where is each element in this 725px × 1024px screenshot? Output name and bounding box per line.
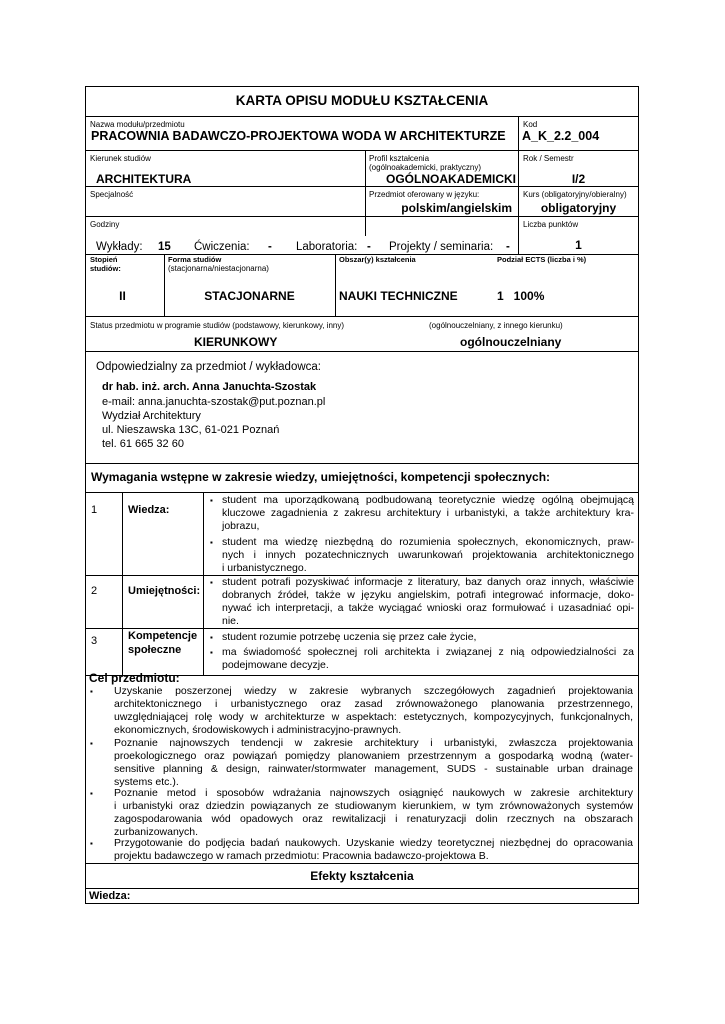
divider xyxy=(85,186,639,187)
req-name: Wiedza: xyxy=(128,504,170,516)
text-line: student ma uporządkowaną podbudowaną teoretycznie wiedzę ogólną obejmującą xyxy=(222,494,634,506)
lab-value: - xyxy=(367,241,371,253)
document-title: KARTA OPISU MODUŁU KSZTAŁCENIA xyxy=(235,93,489,108)
text-line: i urbanistyki oraz dziedzin powiązanych ze studiowanym kierunkiem, w tym zrównoważonych systemów xyxy=(114,800,633,812)
text-line: Uzyskanie poszerzonej wiedzy w zakresie wybranych szczegółowych zagadnień projektowania xyxy=(114,685,633,697)
status-label: Status przedmiotu w programie studiów (podstawowy, kierunkowy, inny) xyxy=(90,321,345,330)
form-value: STACJONARNE xyxy=(204,289,295,303)
text-line: podejmowane decyzje. xyxy=(222,659,329,671)
divider xyxy=(203,492,204,676)
responsible-address: ul. Nieszawska 13C, 61-021 Poznań xyxy=(102,424,280,436)
req-name: społeczne xyxy=(128,644,182,656)
text-line: zurbanizowanych. xyxy=(114,826,199,838)
projects-value: - xyxy=(506,241,510,253)
effects-knowledge-label: Wiedza: xyxy=(89,890,131,902)
req-bullet xyxy=(210,576,634,628)
ects-value: 1 100% xyxy=(497,289,545,303)
text-line: proekologicznego oraz powiązań pomiędzy planowaniem przestrzennym a gospodarką wodną (water- xyxy=(114,750,633,762)
profile-sublabel: (ogólnoakademicki, praktyczny) xyxy=(369,163,482,172)
lectures-label: Wykłady: xyxy=(96,241,143,253)
text-line: Poznanie metod i sposobów wdrażania najnowszych osiągnięć naukowych w zakresie architektury xyxy=(114,787,633,799)
direction-label: Kierunek studiów xyxy=(90,154,151,163)
bullet-icon: ▪ xyxy=(210,496,213,505)
text-line: sensitive planning & design, rainwater/stormwater management, SUDS - sustainable urban drainage xyxy=(114,763,633,775)
text-line: architektonicznego i urbanistycznego oraz zasad zrównoważonego planowania przestrzennego, xyxy=(114,698,633,710)
text-line: Poznanie najnowszych tendencji w zakresie architektury i urbanistyki, zwłaszcza projektowania xyxy=(114,737,633,749)
divider xyxy=(365,150,366,236)
bullet-icon: ▪ xyxy=(90,687,93,696)
divider xyxy=(85,463,639,464)
bullet-icon: ▪ xyxy=(90,839,93,848)
req-bullet xyxy=(210,536,634,575)
divider xyxy=(518,116,519,150)
projects-label: Projekty / seminaria: xyxy=(389,241,494,253)
divider xyxy=(164,254,165,316)
effects-heading: Efekty kształcenia xyxy=(310,869,414,883)
year-value: I/2 xyxy=(571,172,586,186)
goal-bullet xyxy=(90,787,633,839)
year-label: Rok / Semestr xyxy=(523,154,574,163)
responsible-name: dr hab. inż. arch. Anna Januchta-Szostak xyxy=(102,381,317,393)
lectures-value: 15 xyxy=(158,241,171,253)
bullet-icon: ▪ xyxy=(210,538,213,547)
text-line: student ma wiedzę niezbędną do rozumienia społecznych, ekonomicznych, praw- xyxy=(222,536,634,548)
points-value: 1 xyxy=(575,238,582,252)
text-line: ma świadomość społecznej roli architekta i związanej z nią odpowiedzialności za xyxy=(222,646,634,658)
degree-value: II xyxy=(119,289,126,303)
text-line: zagospodarowania wód opadowych oraz rewitalizacji i renaturyzacji dolin rzecznych na obszarach xyxy=(114,813,633,825)
divider xyxy=(85,150,639,151)
degree-label: Stopień studiów: xyxy=(90,255,121,273)
text-line: projektu badawczego w ramach przedmiotu: Pracownia badawczo-projektowa B. xyxy=(114,850,489,862)
req-num: 1 xyxy=(91,504,98,516)
points-label: Liczba punktów xyxy=(523,220,579,229)
divider xyxy=(122,492,123,676)
specialty-label: Specjalność xyxy=(90,190,134,199)
text-line: nych i innych pozatechnicznych uwarunkowań projektowania architektonicznego xyxy=(222,549,634,561)
course-label: Kurs (obligatoryjny/obieralny) xyxy=(523,190,627,199)
text-line: uwzględniającej rolę wody w architekturze w aspektach: estetycznych, kompozycyjnych, funkcjonalnych, xyxy=(114,711,633,723)
bullet-icon: ▪ xyxy=(90,789,93,798)
area-value: NAUKI TECHNICZNE xyxy=(339,289,458,303)
req-num: 2 xyxy=(91,585,98,597)
status-value: KIERUNKOWY xyxy=(194,335,278,349)
lab-label: Laboratoria: xyxy=(296,241,358,253)
bullet-icon: ▪ xyxy=(210,633,213,642)
bullet-icon: ▪ xyxy=(210,578,213,587)
bullet-icon: ▪ xyxy=(210,648,213,657)
requirements-heading: Wymagania wstępne w zakresie wiedzy, umiejętności, kompetencji społecznych: xyxy=(91,470,551,484)
profile-value: OGÓLNOAKADEMICKI xyxy=(386,172,516,186)
form-label: Forma studiów xyxy=(168,255,222,264)
responsible-email: e-mail: anna.januchta-szostak@put.poznan.pl xyxy=(102,396,326,408)
form-sublabel: (stacjonarna/niestacjonarna) xyxy=(168,264,269,273)
text-line: student rozumie potrzebę uczenia się przez całe życie, xyxy=(222,631,477,643)
divider xyxy=(335,254,336,316)
req-bullet xyxy=(210,631,634,644)
responsible-department: Wydział Architektury xyxy=(102,410,201,422)
status-value-2: ogólnouczelniany xyxy=(460,335,562,349)
course-value: obligatoryjny xyxy=(540,201,617,215)
language-label: Przedmiot oferowany w języku: xyxy=(369,190,480,199)
text-line: i urbanistycznego. xyxy=(222,562,307,574)
bullet-icon: ▪ xyxy=(90,739,93,748)
code-label: Kod xyxy=(523,120,538,129)
text-line: dobranych źródeł, także w języku angielskim, potrafi integrować informacje, doko- xyxy=(222,589,634,601)
ects-label: Podział ECTS (liczba i %) xyxy=(497,255,587,264)
req-name: Umiejętności: xyxy=(128,585,201,597)
hours-label: Godziny xyxy=(90,220,120,229)
goal-bullet xyxy=(90,837,633,863)
text-line: nywać ich interpretacji, a także wyciągać wnioski oraz formułować i uzasadniać opi- xyxy=(222,602,634,614)
req-bullet xyxy=(210,646,634,672)
req-num: 3 xyxy=(91,635,98,647)
area-label: Obszar(y) kształcenia xyxy=(339,255,416,264)
responsible-phone: tel. 61 665 32 60 xyxy=(102,438,184,450)
goal-heading: Cel przedmiotu: xyxy=(89,671,180,685)
divider xyxy=(85,492,639,493)
text-line: nie. xyxy=(222,615,239,627)
text-line: systems etc.). xyxy=(114,776,179,788)
exercises-label: Ćwiczenia: xyxy=(194,241,250,253)
goal-bullet xyxy=(90,737,633,789)
exercises-value: - xyxy=(268,241,272,253)
status-label-2: (ogólnouczelniany, z innego kierunku) xyxy=(429,321,563,330)
text-line: ekonomicznych, środowiskowych i administracyjno-prawnych. xyxy=(114,724,402,736)
divider xyxy=(85,863,639,864)
divider xyxy=(85,351,639,352)
divider xyxy=(85,316,639,317)
text-line: student potrafi pozyskiwać informacje z literatury, baz danych oraz innych, właściwie xyxy=(222,576,634,588)
profile-label: Profil kształcenia xyxy=(369,154,430,163)
goal-bullet xyxy=(90,685,633,737)
text-line: Przygotowanie do podjęcia badań naukowych. Uzyskanie wiedzy teoretycznej niezbędnej do opracowania xyxy=(114,837,633,849)
module-name-label: Nazwa modułu/przedmiotu xyxy=(90,120,185,129)
direction-value: ARCHITEKTURA xyxy=(96,172,192,186)
responsible-heading: Odpowiedzialny za przedmiot / wykładowca: xyxy=(96,361,321,373)
divider xyxy=(85,628,639,629)
divider xyxy=(85,116,639,117)
req-bullet xyxy=(210,494,634,533)
module-code: A_K_2.2_004 xyxy=(522,129,600,143)
divider xyxy=(85,888,639,889)
module-name: PRACOWNIA BADAWCZO-PROJEKTOWA WODA W ARCHITEKTURZE xyxy=(91,129,506,143)
language-value: polskim/angielskim xyxy=(401,201,512,215)
text-line: jobrazu, xyxy=(222,520,260,532)
req-name: Kompetencje xyxy=(128,630,198,642)
text-line: kluczowe zagadnienia z zakresu architektury i urbanistyki, a także architektury kra- xyxy=(222,507,634,519)
